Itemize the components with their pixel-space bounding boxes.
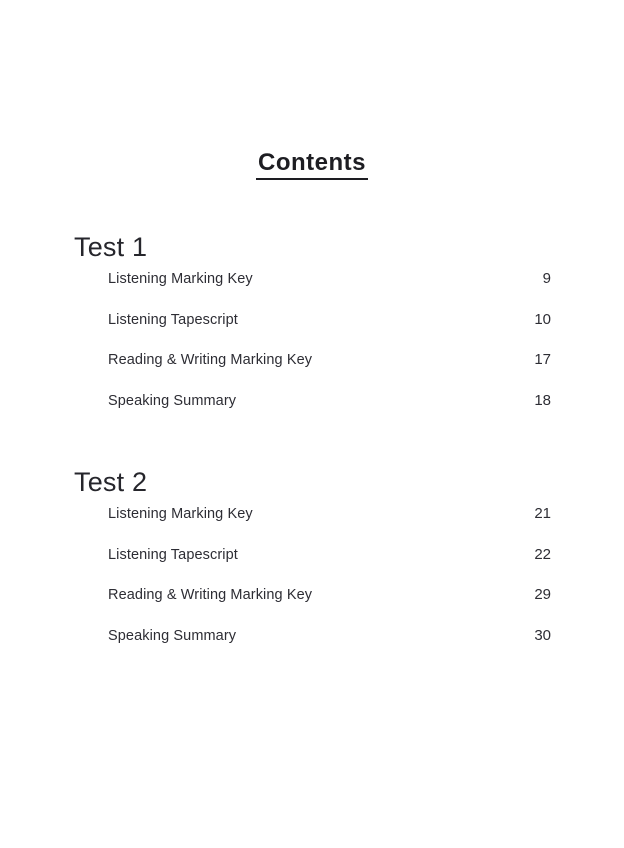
- toc-entry: [108, 586, 551, 627]
- toc-entry: [108, 546, 551, 587]
- section-heading-test-1: Test 1: [74, 232, 148, 262]
- toc-entry-page-number: 17: [534, 351, 551, 368]
- toc-entry: [108, 627, 551, 668]
- toc-entry-label: Speaking Summary: [108, 392, 237, 409]
- page-title: Contents: [256, 151, 368, 180]
- toc-entry-label: Listening Tapescript: [108, 546, 238, 563]
- toc-entry-page-number: 18: [534, 391, 551, 409]
- toc-list-test-2: [108, 505, 551, 667]
- toc-entry: [108, 270, 551, 311]
- section-heading-test-2: Test 2: [74, 467, 148, 497]
- toc-entry: [108, 351, 551, 392]
- toc-entry-page-number: 29: [534, 586, 551, 603]
- toc-entry-page-number: 9: [542, 270, 551, 287]
- toc-entry: [108, 311, 551, 352]
- toc-entry-label: Listening Tapescript: [108, 311, 238, 328]
- toc-entry: [108, 505, 551, 546]
- toc-entry-label: Listening Marking Key: [108, 271, 253, 287]
- toc-entry-page-number: 10: [534, 310, 551, 328]
- page-title-container: [0, 151, 624, 180]
- toc-entry-page-number: 21: [534, 505, 551, 522]
- toc-list-test-1: [108, 270, 551, 432]
- toc-entry-label: Reading & Writing Marking Key: [108, 352, 313, 368]
- toc-entry: [108, 392, 551, 433]
- toc-entry-page-number: 30: [534, 626, 551, 644]
- toc-entry-page-number: 22: [534, 545, 551, 563]
- toc-entry-label: Reading & Writing Marking Key: [108, 587, 313, 603]
- toc-entry-label: Speaking Summary: [108, 627, 237, 644]
- toc-entry-label: Listening Marking Key: [108, 506, 253, 522]
